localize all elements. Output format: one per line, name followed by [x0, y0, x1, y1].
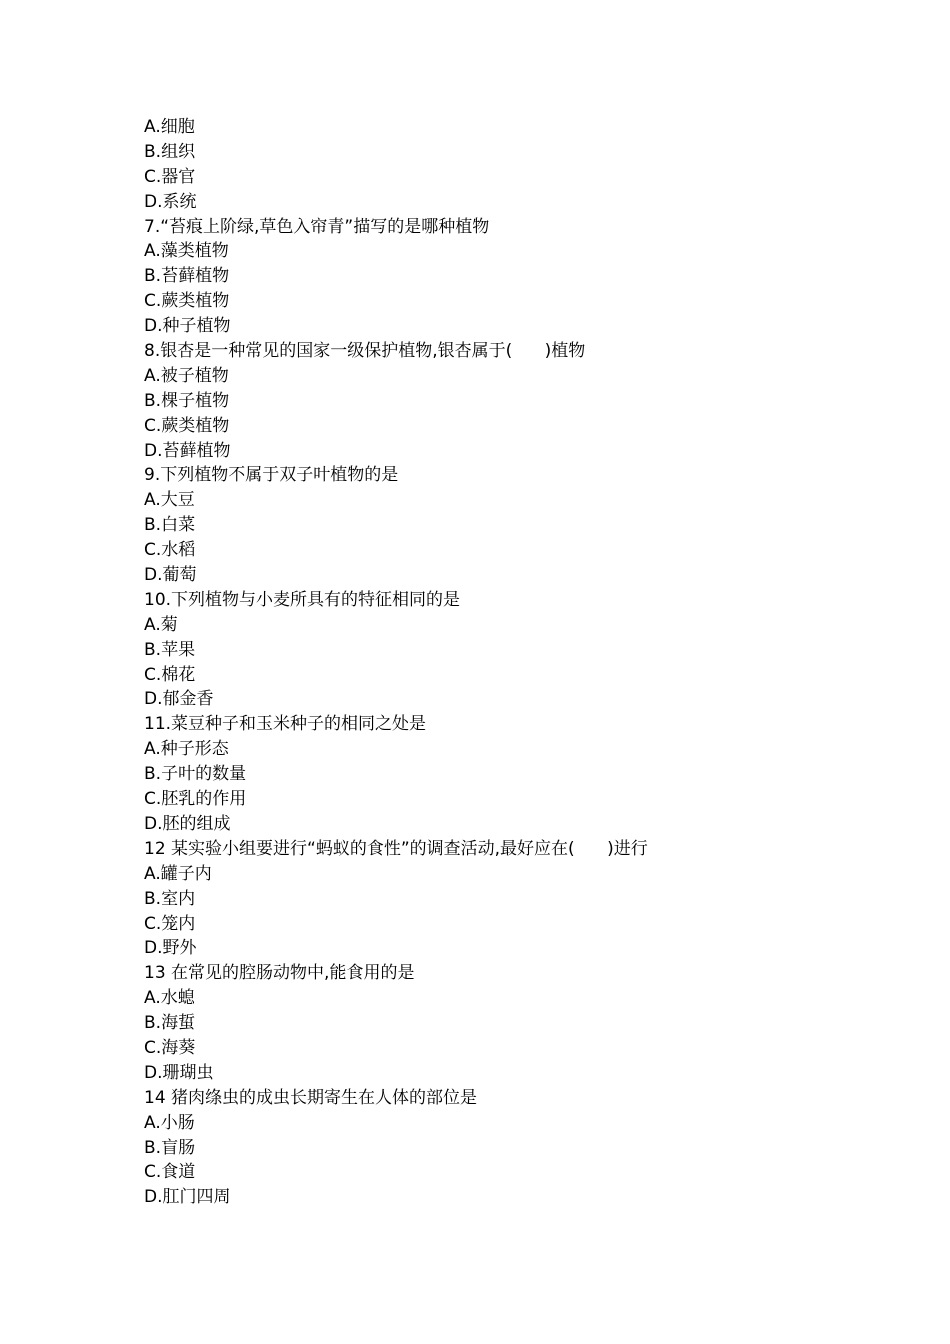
- option-line: A.小肠: [144, 1112, 195, 1133]
- option-line: A.种子形态: [144, 739, 229, 760]
- question-8: 8.银杏是一种常见的国家一级保护植物,银杏属于( )植物: [144, 341, 586, 362]
- option-line: C.笼内: [144, 913, 196, 934]
- option-line: B.盲肠: [144, 1137, 196, 1158]
- option-line: C.蕨类植物: [144, 291, 230, 312]
- option-line: A.水螅: [144, 988, 195, 1009]
- option-line: D.种子植物: [144, 316, 231, 337]
- option-line: A.藻类植物: [144, 241, 229, 262]
- option-line: B.棵子植物: [144, 390, 230, 411]
- option-line: A.大豆: [144, 490, 195, 511]
- option-line: B.苔藓植物: [144, 266, 230, 287]
- option-line: D.珊瑚虫: [144, 1062, 214, 1083]
- option-line: B.苹果: [144, 639, 196, 660]
- option-line: C.胚乳的作用: [144, 789, 247, 810]
- question-14: 14 猪肉绦虫的成虫长期寄生在人体的部位是: [144, 1087, 478, 1108]
- option-line: A.菊: [144, 614, 178, 635]
- option-line: C.水稻: [144, 540, 196, 561]
- option-line: D.肛门四周: [144, 1187, 231, 1208]
- option-line: D.野外: [144, 938, 197, 959]
- option-line: C.器官: [144, 166, 196, 187]
- question-10: 10.下列植物与小麦所具有的特征相同的是: [144, 589, 461, 610]
- question-9: 9.下列植物不属于双子叶植物的是: [144, 465, 399, 486]
- option-line: B.子叶的数量: [144, 764, 247, 785]
- option-line: D.葡萄: [144, 565, 197, 586]
- document-body: [144, 115, 844, 1210]
- question-7: 7.“苔痕上阶绿,草色入帘青”描写的是哪种植物: [144, 216, 490, 237]
- option-line: C.海葵: [144, 1037, 196, 1058]
- question-13: 13 在常见的腔肠动物中,能食用的是: [144, 963, 415, 984]
- option-line: D.郁金香: [144, 689, 214, 710]
- option-line: B.白菜: [144, 515, 196, 536]
- option-line: C.食道: [144, 1162, 196, 1183]
- option-line: B.组织: [144, 141, 196, 162]
- option-line: D.苔藓植物: [144, 440, 231, 461]
- option-line: D.胚的组成: [144, 813, 231, 834]
- option-line: B.海蜇: [144, 1013, 196, 1034]
- option-line: D.系统: [144, 191, 197, 212]
- option-line: A.细胞: [144, 117, 195, 137]
- question-12: 12 某实验小组要进行“蚂蚁的食性”的调查活动,最好应在( )进行: [144, 838, 648, 859]
- option-line: A.罐子内: [144, 863, 212, 884]
- option-line: C.蕨类植物: [144, 415, 230, 436]
- question-11: 11.菜豆种子和玉米种子的相同之处是: [144, 714, 427, 735]
- option-line: C.棉花: [144, 664, 196, 685]
- option-line: B.室内: [144, 888, 196, 909]
- option-line: A.被子植物: [144, 365, 229, 386]
